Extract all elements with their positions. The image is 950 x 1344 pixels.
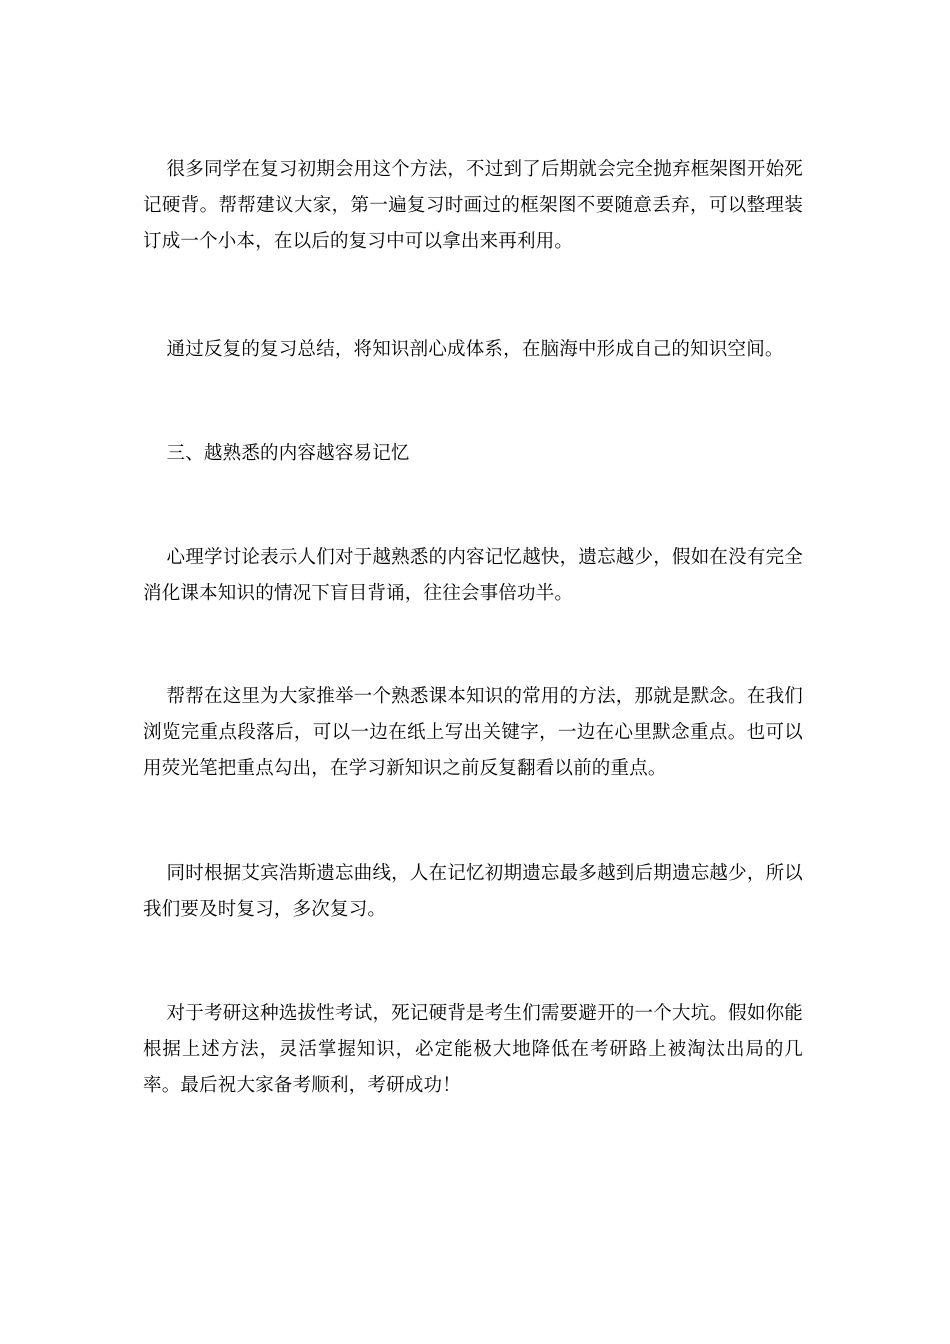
paragraph-conclusion: 对于考研这种选拔性考试，死记硬背是考生们需要避开的一个大坑。假如你能根据上述方法，灵活掌握知识，必定能极大地降低在考研路上被淘汰出局的几率。最后祝大家备考顺利，考研成功！ (143, 1003, 803, 1096)
paragraph-framework-review: 很多同学在复习初期会用这个方法，不过到了后期就会完全抛弃框架图开始死记硬背。帮帮建议大家，第一遍复习时画过的框架图不要随意丢弃，可以整理装订成一个小本，在以后的复习中可以拿出来再利用。 (143, 159, 803, 252)
paragraph-psychology: 心理学讨论表示人们对于越熟悉的内容记忆越快，遗忘越少，假如在没有完全消化课本知识的情况下盲目背诵，往往会事倍功半。 (143, 547, 803, 604)
paragraph-forgetting-curve: 同时根据艾宾浩斯遗忘曲线，人在记忆初期遗忘最多越到后期遗忘越少，所以我们要及时复习，多次复习。 (143, 863, 803, 920)
paragraph-knowledge-system: 通过反复的复习总结，将知识剖心成体系，在脑海中形成自己的知识空间。 (166, 339, 784, 360)
paragraph-silent-reading: 帮帮在这里为大家推举一个熟悉课本知识的常用的方法，那就是默念。在我们浏览完重点段落后，可以一边在纸上写出关键字，一边在心里默念重点。也可以用荧光笔把重点勾出，在学习新知识之前反复翻看以前的重点。 (143, 686, 803, 779)
section-heading: 三、越熟悉的内容越容易记忆 (166, 443, 410, 464)
